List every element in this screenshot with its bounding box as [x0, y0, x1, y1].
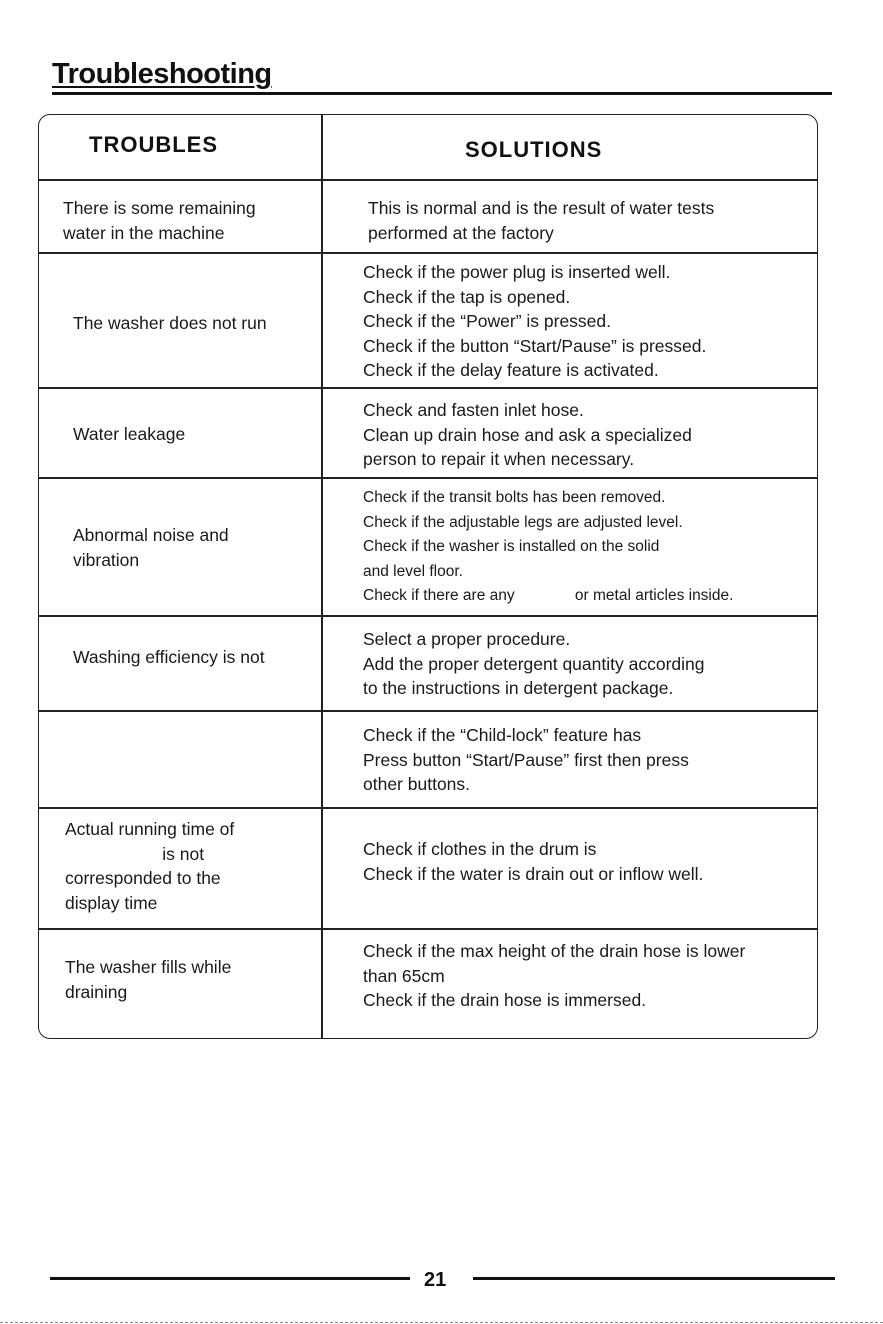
- title-underline-rule: [52, 92, 832, 95]
- trouble-line: display time: [65, 892, 158, 913]
- trouble-cell: [65, 955, 231, 1004]
- solution-line: This is normal and is the result of water tests: [368, 198, 715, 218]
- trouble-line: Washing efficiency is not: [73, 647, 265, 667]
- solution-line: Clean up drain hose and ask a specialized: [363, 424, 692, 445]
- solution-line: Check if the max height of the drain hose is lower: [363, 941, 746, 961]
- trouble-cell: [63, 196, 256, 245]
- trouble-line: There is some remaining: [63, 198, 256, 218]
- trouble-line: Water leakage: [73, 424, 186, 444]
- row-divider: [39, 387, 817, 389]
- row-divider: [39, 477, 817, 479]
- solution-line: Check if the “Power” is pressed.: [363, 311, 612, 331]
- trouble-line: Abnormal noise and: [73, 525, 229, 545]
- page-number: 21: [424, 1269, 447, 1291]
- solution-line: Check if there are any or metal articles inside.: [363, 587, 734, 604]
- solution-line: Check if the transit bolts has been removed.: [363, 489, 666, 506]
- solution-cell: [363, 260, 706, 383]
- solution-line: Check if the washer is installed on the solid: [363, 538, 660, 555]
- trouble-cell: [73, 523, 229, 572]
- solution-cell: [363, 723, 689, 797]
- header-troubles: TROUBLES: [89, 132, 218, 157]
- footer-rule-right: [473, 1277, 835, 1280]
- solution-line: Check if the “Child-lock” feature has: [363, 725, 642, 745]
- trouble-line: corresponded to the: [65, 868, 221, 888]
- solution-line: Select a proper procedure.: [363, 629, 571, 649]
- trouble-line: The washer fills while: [65, 957, 232, 977]
- trouble-cell: [65, 817, 234, 915]
- trouble-cell: [73, 311, 267, 336]
- solution-cell: [363, 837, 703, 886]
- trouble-line: draining: [65, 981, 128, 1002]
- footer-rule-left: [50, 1277, 410, 1280]
- trouble-line: is not: [65, 843, 205, 864]
- trouble-line: Actual running time of: [65, 819, 235, 839]
- solution-line: Check if the delay feature is activated.: [363, 360, 659, 380]
- solution-line: Check if the power plug is inserted well.: [363, 262, 671, 282]
- solution-cell: [363, 627, 704, 701]
- solution-line: Check if the tap is opened.: [363, 286, 571, 307]
- solution-line: Check if the water is drain out or inflow well.: [363, 863, 704, 884]
- solution-line: Press button “Start/Pause” first then press: [363, 749, 689, 770]
- row-divider: [39, 928, 817, 930]
- solution-cell: [363, 398, 692, 472]
- solution-cell: [363, 939, 745, 1013]
- row-divider: [39, 179, 817, 181]
- solution-line: person to repair it when necessary.: [363, 449, 635, 469]
- header-solutions: SOLUTIONS: [465, 137, 603, 162]
- trouble-line: The washer does not run: [73, 313, 267, 333]
- page-title: Troubleshooting: [52, 58, 272, 90]
- solution-line: Check and fasten inlet hose.: [363, 400, 584, 420]
- solution-line: performed at the factory: [368, 222, 554, 243]
- row-divider: [39, 710, 817, 712]
- solution-line: Check if clothes in the drum is: [363, 839, 597, 859]
- solution-line: Check if the drain hose is immersed.: [363, 990, 647, 1010]
- trouble-line: vibration: [73, 549, 140, 570]
- solution-line: Check if the button “Start/Pause” is pressed.: [363, 335, 707, 356]
- troubleshooting-table: [38, 114, 818, 1039]
- trouble-line: water in the machine: [63, 222, 225, 243]
- solution-line: Check if the adjustable legs are adjusted level.: [363, 513, 683, 531]
- solution-line: than 65cm: [363, 965, 445, 986]
- solution-line: to the instructions in detergent package.: [363, 678, 674, 698]
- trouble-cell: [73, 645, 265, 670]
- solution-line: other buttons.: [363, 774, 471, 794]
- trouble-cell: [73, 422, 185, 447]
- solution-cell: [368, 196, 714, 245]
- solution-line: and level floor.: [363, 562, 463, 580]
- solution-line: Add the proper detergent quantity according: [363, 653, 705, 674]
- row-divider: [39, 615, 817, 617]
- row-divider: [39, 807, 817, 809]
- solution-cell: [363, 486, 733, 609]
- row-divider: [39, 252, 817, 254]
